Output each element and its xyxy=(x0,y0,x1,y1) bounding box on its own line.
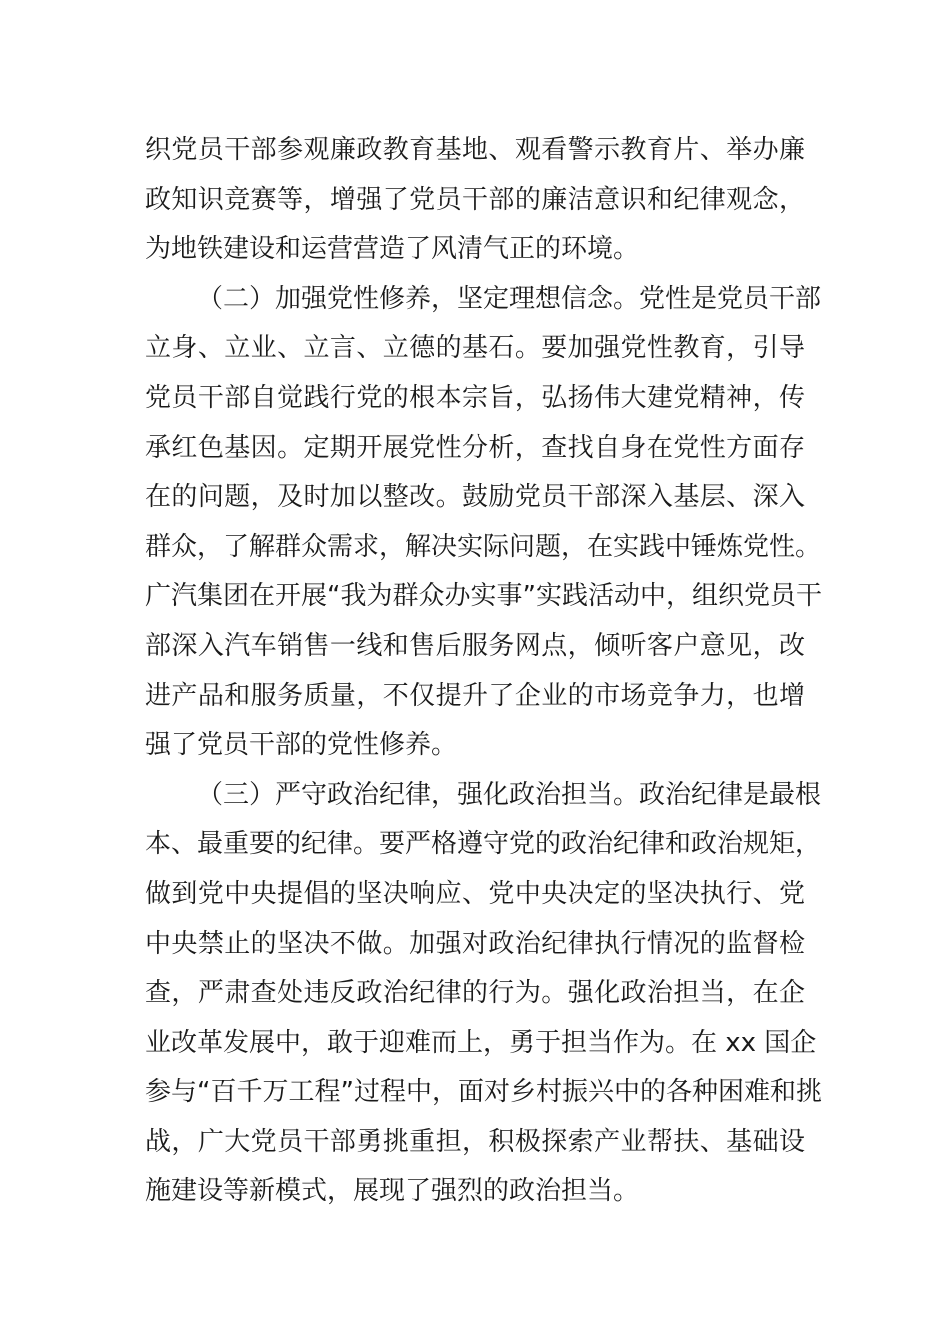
text-line: 施建设等新模式，展现了强烈的政治担当。 xyxy=(145,1176,640,1207)
text-line: 党员干部自觉践行党的根本宗旨，弘扬伟大建党精神，传 xyxy=(145,382,805,413)
text-line: 立身、立业、立言、立德的基石。要加强党性教育，引导 xyxy=(145,333,805,364)
text-line: 做到党中央提倡的坚决响应、党中央决定的坚决执行、党 xyxy=(145,878,805,909)
text-line: 查，严肃查处违反政治纪律的行为。强化政治担当，在企 xyxy=(145,978,805,1009)
text-line: 部深入汽车销售一线和售后服务网点，倾听客户意见，改 xyxy=(145,630,805,661)
document-body xyxy=(145,126,822,1217)
text-line: 为地铁建设和运营营造了风清气正的环境。 xyxy=(145,234,640,265)
section-heading-line: （三）严守政治纪律，强化政治担当。政治纪律是最根 xyxy=(197,779,822,810)
text-line: 进产品和服务质量，不仅提升了企业的市场竞争力，也增 xyxy=(145,680,805,711)
text-line: 在的问题，及时加以整改。鼓励党员干部深入基层、深入 xyxy=(145,482,805,513)
text-line: 承红色基因。定期开展党性分析，查找自身在党性方面存 xyxy=(145,432,805,463)
text-line: 织党员干部参观廉政教育基地、观看警示教育片、举办廉 xyxy=(145,135,805,165)
text-line: 参与“百千万工程”过程中，面对乡村振兴中的各种困难和挑 xyxy=(145,1077,822,1108)
text-line: 业改革发展中，敢于迎难而上，勇于担当作为。在 xx 国企 xyxy=(145,1027,817,1058)
text-line: 强了党员干部的党性修养。 xyxy=(145,730,458,761)
text-line: 政知识竞赛等，增强了党员干部的廉洁意识和纪律观念， xyxy=(145,184,805,215)
text-line: 本、最重要的纪律。要严格遵守党的政治纪律和政治规矩， xyxy=(145,829,822,860)
section-heading-line: （二）加强党性修养，坚定理想信念。党性是党员干部 xyxy=(197,283,822,314)
text-line: 群众，了解群众需求，解决实际问题，在实践中锤炼党性。 xyxy=(145,531,822,562)
text-line: 战，广大党员干部勇挑重担，积极探索产业帮扶、基础设 xyxy=(145,1126,805,1157)
text-line: 中央禁止的坚决不做。加强对政治纪律执行情况的监督检 xyxy=(145,928,805,959)
text-line: 广汽集团在开展“我为群众办实事”实践活动中，组织党员干 xyxy=(145,581,822,612)
